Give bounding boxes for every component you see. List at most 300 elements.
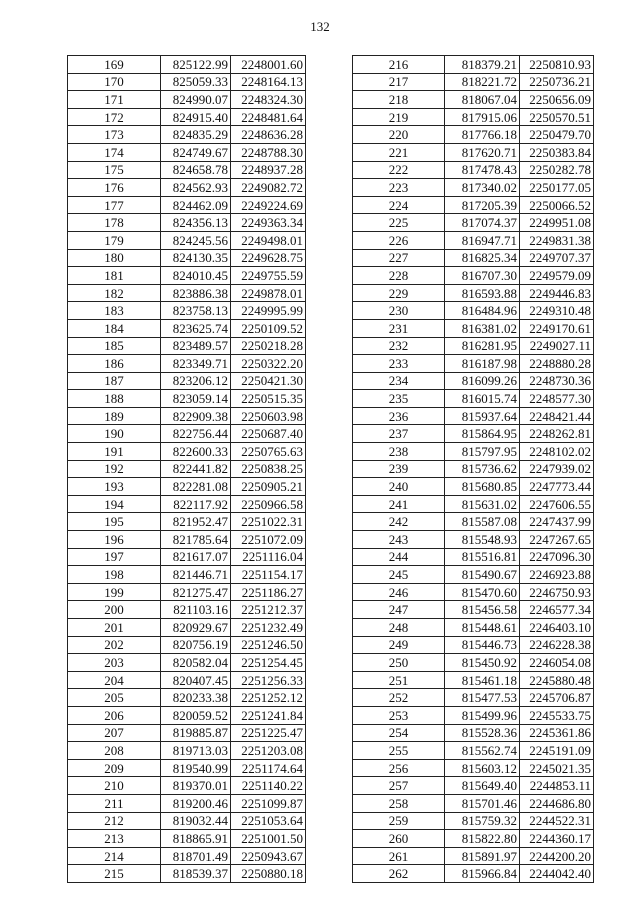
- point-number-cell: 202: [68, 636, 161, 654]
- point-number-cell: 232: [353, 337, 445, 355]
- x-coordinate-cell: 815631.02: [445, 495, 520, 513]
- point-number-cell: 182: [68, 284, 161, 302]
- x-coordinate-cell: 820582.04: [161, 654, 231, 672]
- y-coordinate-cell: 2244522.31: [520, 812, 594, 830]
- point-number-cell: 249: [353, 636, 445, 654]
- y-coordinate-cell: 2250880.18: [231, 865, 306, 883]
- x-coordinate-cell: 818221.72: [445, 73, 520, 91]
- y-coordinate-cell: 2250687.40: [231, 425, 306, 443]
- x-coordinate-cell: 815470.60: [445, 583, 520, 601]
- table-row: [68, 161, 306, 179]
- y-coordinate-cell: 2248102.02: [520, 443, 594, 461]
- x-coordinate-cell: 818379.21: [445, 56, 520, 74]
- point-number-cell: 172: [68, 108, 161, 126]
- x-coordinate-cell: 815736.62: [445, 460, 520, 478]
- table-row: [68, 777, 306, 795]
- point-number-cell: 218: [353, 91, 445, 109]
- x-coordinate-cell: 818539.37: [161, 865, 231, 883]
- x-coordinate-cell: 822441.82: [161, 460, 231, 478]
- point-number-cell: 216: [353, 56, 445, 74]
- x-coordinate-cell: 819032.44: [161, 812, 231, 830]
- x-coordinate-cell: 815461.18: [445, 671, 520, 689]
- point-number-cell: 198: [68, 566, 161, 584]
- table-row: [353, 179, 594, 197]
- x-coordinate-cell: 822281.08: [161, 478, 231, 496]
- y-coordinate-cell: 2245021.35: [520, 759, 594, 777]
- y-coordinate-cell: 2251256.33: [231, 671, 306, 689]
- y-coordinate-cell: 2248788.30: [231, 143, 306, 161]
- y-coordinate-cell: 2249707.37: [520, 249, 594, 267]
- point-number-cell: 192: [68, 460, 161, 478]
- y-coordinate-cell: 2244360.17: [520, 830, 594, 848]
- y-coordinate-cell: 2245880.48: [520, 671, 594, 689]
- y-coordinate-cell: 2250838.25: [231, 460, 306, 478]
- y-coordinate-cell: 2251186.27: [231, 583, 306, 601]
- x-coordinate-cell: 819713.03: [161, 742, 231, 760]
- table-row: [68, 214, 306, 232]
- point-number-cell: 208: [68, 742, 161, 760]
- point-number-cell: 251: [353, 671, 445, 689]
- table-row: [68, 460, 306, 478]
- y-coordinate-cell: 2244042.40: [520, 865, 594, 883]
- point-number-cell: 203: [68, 654, 161, 672]
- table-row: [353, 654, 594, 672]
- x-coordinate-cell: 824462.09: [161, 196, 231, 214]
- x-coordinate-cell: 815562.74: [445, 742, 520, 760]
- point-number-cell: 197: [68, 548, 161, 566]
- table-row: [353, 478, 594, 496]
- table-row: [353, 513, 594, 531]
- y-coordinate-cell: 2250810.93: [520, 56, 594, 74]
- table-row: [353, 337, 594, 355]
- y-coordinate-cell: 2250736.21: [520, 73, 594, 91]
- table-row: [353, 531, 594, 549]
- y-coordinate-cell: 2251246.50: [231, 636, 306, 654]
- point-number-cell: 243: [353, 531, 445, 549]
- x-coordinate-cell: 815701.46: [445, 794, 520, 812]
- y-coordinate-cell: 2251001.50: [231, 830, 306, 848]
- table-row: [68, 267, 306, 285]
- table-row: [353, 302, 594, 320]
- x-coordinate-cell: 817340.02: [445, 179, 520, 197]
- table-row: [353, 759, 594, 777]
- x-coordinate-cell: 816825.34: [445, 249, 520, 267]
- table-row: [353, 390, 594, 408]
- point-number-cell: 252: [353, 689, 445, 707]
- table-row: [68, 91, 306, 109]
- point-number-cell: 242: [353, 513, 445, 531]
- x-coordinate-cell: 815822.80: [445, 830, 520, 848]
- point-number-cell: 233: [353, 355, 445, 373]
- table-row: [353, 214, 594, 232]
- table-row: [68, 73, 306, 91]
- y-coordinate-cell: 2249310.48: [520, 302, 594, 320]
- y-coordinate-cell: 2246228.38: [520, 636, 594, 654]
- x-coordinate-cell: 824130.35: [161, 249, 231, 267]
- y-coordinate-cell: 2250066.52: [520, 196, 594, 214]
- x-coordinate-cell: 821617.07: [161, 548, 231, 566]
- y-coordinate-cell: 2248164.13: [231, 73, 306, 91]
- y-coordinate-cell: 2249027.11: [520, 337, 594, 355]
- point-number-cell: 217: [353, 73, 445, 91]
- x-coordinate-cell: 824835.29: [161, 126, 231, 144]
- table-row: [353, 249, 594, 267]
- y-coordinate-cell: 2248937.28: [231, 161, 306, 179]
- point-number-cell: 257: [353, 777, 445, 795]
- coordinates-table-left: [67, 55, 306, 883]
- table-row: [353, 812, 594, 830]
- y-coordinate-cell: 2251072.09: [231, 531, 306, 549]
- table-row: [68, 231, 306, 249]
- point-number-cell: 241: [353, 495, 445, 513]
- point-number-cell: 214: [68, 847, 161, 865]
- table-row: [68, 583, 306, 601]
- y-coordinate-cell: 2251254.45: [231, 654, 306, 672]
- x-coordinate-cell: 816947.71: [445, 231, 520, 249]
- y-coordinate-cell: 2249224.69: [231, 196, 306, 214]
- table-row: [353, 865, 594, 883]
- point-number-cell: 212: [68, 812, 161, 830]
- table-row: [353, 319, 594, 337]
- table-row: [353, 460, 594, 478]
- x-coordinate-cell: 815516.81: [445, 548, 520, 566]
- table-row: [353, 126, 594, 144]
- point-number-cell: 260: [353, 830, 445, 848]
- point-number-cell: 245: [353, 566, 445, 584]
- table-row: [353, 724, 594, 742]
- x-coordinate-cell: 816099.26: [445, 372, 520, 390]
- x-coordinate-cell: 824749.67: [161, 143, 231, 161]
- table-row: [353, 443, 594, 461]
- y-coordinate-cell: 2250515.35: [231, 390, 306, 408]
- x-coordinate-cell: 815448.61: [445, 619, 520, 637]
- point-number-cell: 188: [68, 390, 161, 408]
- table-row: [68, 249, 306, 267]
- table-row: [68, 566, 306, 584]
- x-coordinate-cell: 815446.73: [445, 636, 520, 654]
- x-coordinate-cell: 816593.88: [445, 284, 520, 302]
- table-row: [68, 108, 306, 126]
- y-coordinate-cell: 2249446.83: [520, 284, 594, 302]
- table-row: [353, 355, 594, 373]
- x-coordinate-cell: 823206.12: [161, 372, 231, 390]
- x-coordinate-cell: 825122.99: [161, 56, 231, 74]
- y-coordinate-cell: 2251022.31: [231, 513, 306, 531]
- table-row: [353, 583, 594, 601]
- x-coordinate-cell: 816707.30: [445, 267, 520, 285]
- y-coordinate-cell: 2248577.30: [520, 390, 594, 408]
- y-coordinate-cell: 2244200.20: [520, 847, 594, 865]
- table-row: [68, 284, 306, 302]
- point-number-cell: 199: [68, 583, 161, 601]
- table-row: [353, 196, 594, 214]
- y-coordinate-cell: 2249498.01: [231, 231, 306, 249]
- point-number-cell: 209: [68, 759, 161, 777]
- point-number-cell: 205: [68, 689, 161, 707]
- table-row: [68, 671, 306, 689]
- x-coordinate-cell: 822756.44: [161, 425, 231, 443]
- point-number-cell: 262: [353, 865, 445, 883]
- point-number-cell: 187: [68, 372, 161, 390]
- y-coordinate-cell: 2249878.01: [231, 284, 306, 302]
- x-coordinate-cell: 815937.64: [445, 407, 520, 425]
- point-number-cell: 219: [353, 108, 445, 126]
- point-number-cell: 191: [68, 443, 161, 461]
- x-coordinate-cell: 816015.74: [445, 390, 520, 408]
- x-coordinate-cell: 820756.19: [161, 636, 231, 654]
- x-coordinate-cell: 821275.47: [161, 583, 231, 601]
- point-number-cell: 184: [68, 319, 161, 337]
- table-row: [353, 706, 594, 724]
- y-coordinate-cell: 2250218.28: [231, 337, 306, 355]
- table-row: [353, 425, 594, 443]
- y-coordinate-cell: 2251252.12: [231, 689, 306, 707]
- y-coordinate-cell: 2247939.02: [520, 460, 594, 478]
- y-coordinate-cell: 2246577.34: [520, 601, 594, 619]
- y-coordinate-cell: 2251232.49: [231, 619, 306, 637]
- y-coordinate-cell: 2251203.08: [231, 742, 306, 760]
- point-number-cell: 204: [68, 671, 161, 689]
- x-coordinate-cell: 815528.36: [445, 724, 520, 742]
- y-coordinate-cell: 2247606.55: [520, 495, 594, 513]
- y-coordinate-cell: 2248324.30: [231, 91, 306, 109]
- y-coordinate-cell: 2247437.99: [520, 513, 594, 531]
- point-number-cell: 194: [68, 495, 161, 513]
- point-number-cell: 215: [68, 865, 161, 883]
- x-coordinate-cell: 817915.06: [445, 108, 520, 126]
- point-number-cell: 229: [353, 284, 445, 302]
- x-coordinate-cell: 819370.01: [161, 777, 231, 795]
- table-row: [68, 196, 306, 214]
- point-number-cell: 234: [353, 372, 445, 390]
- table-row: [68, 742, 306, 760]
- point-number-cell: 226: [353, 231, 445, 249]
- x-coordinate-cell: 815966.84: [445, 865, 520, 883]
- y-coordinate-cell: 2250765.63: [231, 443, 306, 461]
- table-row: [68, 812, 306, 830]
- point-number-cell: 235: [353, 390, 445, 408]
- point-number-cell: 224: [353, 196, 445, 214]
- table-row: [68, 372, 306, 390]
- point-number-cell: 201: [68, 619, 161, 637]
- x-coordinate-cell: 818865.91: [161, 830, 231, 848]
- table-row: [353, 231, 594, 249]
- x-coordinate-cell: 822909.38: [161, 407, 231, 425]
- y-coordinate-cell: 2246403.10: [520, 619, 594, 637]
- point-number-cell: 227: [353, 249, 445, 267]
- x-coordinate-cell: 816484.96: [445, 302, 520, 320]
- point-number-cell: 180: [68, 249, 161, 267]
- y-coordinate-cell: 2247267.65: [520, 531, 594, 549]
- y-coordinate-cell: 2250109.52: [231, 319, 306, 337]
- point-number-cell: 239: [353, 460, 445, 478]
- y-coordinate-cell: 2244686.80: [520, 794, 594, 812]
- y-coordinate-cell: 2251174.64: [231, 759, 306, 777]
- x-coordinate-cell: 820407.45: [161, 671, 231, 689]
- x-coordinate-cell: 815456.58: [445, 601, 520, 619]
- point-number-cell: 250: [353, 654, 445, 672]
- x-coordinate-cell: 823059.14: [161, 390, 231, 408]
- point-number-cell: 244: [353, 548, 445, 566]
- point-number-cell: 186: [68, 355, 161, 373]
- y-coordinate-cell: 2248636.28: [231, 126, 306, 144]
- table-row: [353, 619, 594, 637]
- point-number-cell: 169: [68, 56, 161, 74]
- x-coordinate-cell: 820233.38: [161, 689, 231, 707]
- table-row: [353, 671, 594, 689]
- table-row: [68, 179, 306, 197]
- table-row: [68, 302, 306, 320]
- x-coordinate-cell: 821446.71: [161, 566, 231, 584]
- table-row: [68, 619, 306, 637]
- table-row: [353, 143, 594, 161]
- point-number-cell: 174: [68, 143, 161, 161]
- point-number-cell: 170: [68, 73, 161, 91]
- x-coordinate-cell: 821952.47: [161, 513, 231, 531]
- y-coordinate-cell: 2251053.64: [231, 812, 306, 830]
- point-number-cell: 259: [353, 812, 445, 830]
- y-coordinate-cell: 2248481.64: [231, 108, 306, 126]
- table-row: [353, 407, 594, 425]
- table-row: [68, 830, 306, 848]
- table-row: [353, 689, 594, 707]
- point-number-cell: 179: [68, 231, 161, 249]
- point-number-cell: 193: [68, 478, 161, 496]
- point-number-cell: 261: [353, 847, 445, 865]
- x-coordinate-cell: 816281.95: [445, 337, 520, 355]
- table-row: [353, 161, 594, 179]
- table-row: [353, 794, 594, 812]
- coordinates-table-right: [352, 55, 594, 883]
- table-row: [68, 759, 306, 777]
- table-row: [68, 706, 306, 724]
- x-coordinate-cell: 820929.67: [161, 619, 231, 637]
- point-number-cell: 225: [353, 214, 445, 232]
- y-coordinate-cell: 2251140.22: [231, 777, 306, 795]
- table-row: [68, 319, 306, 337]
- table-row: [68, 337, 306, 355]
- y-coordinate-cell: 2247773.44: [520, 478, 594, 496]
- y-coordinate-cell: 2246054.08: [520, 654, 594, 672]
- point-number-cell: 256: [353, 759, 445, 777]
- y-coordinate-cell: 2245706.87: [520, 689, 594, 707]
- y-coordinate-cell: 2249628.75: [231, 249, 306, 267]
- table-row: [353, 267, 594, 285]
- table-row: [68, 143, 306, 161]
- point-number-cell: 213: [68, 830, 161, 848]
- x-coordinate-cell: 823625.74: [161, 319, 231, 337]
- point-number-cell: 253: [353, 706, 445, 724]
- point-number-cell: 195: [68, 513, 161, 531]
- y-coordinate-cell: 2250570.51: [520, 108, 594, 126]
- y-coordinate-cell: 2250656.09: [520, 91, 594, 109]
- point-number-cell: 238: [353, 443, 445, 461]
- y-coordinate-cell: 2251154.17: [231, 566, 306, 584]
- table-row: [68, 355, 306, 373]
- y-coordinate-cell: 2250966.58: [231, 495, 306, 513]
- table-row: [353, 777, 594, 795]
- table-row: [353, 847, 594, 865]
- y-coordinate-cell: 2249082.72: [231, 179, 306, 197]
- y-coordinate-cell: 2244853.11: [520, 777, 594, 795]
- y-coordinate-cell: 2250479.70: [520, 126, 594, 144]
- x-coordinate-cell: 823349.71: [161, 355, 231, 373]
- table-row: [68, 495, 306, 513]
- x-coordinate-cell: 823489.57: [161, 337, 231, 355]
- table-row: [68, 724, 306, 742]
- y-coordinate-cell: 2248730.36: [520, 372, 594, 390]
- table-row: [353, 495, 594, 513]
- x-coordinate-cell: 821103.16: [161, 601, 231, 619]
- point-number-cell: 211: [68, 794, 161, 812]
- y-coordinate-cell: 2249951.08: [520, 214, 594, 232]
- table-row: [353, 56, 594, 74]
- y-coordinate-cell: 2250421.30: [231, 372, 306, 390]
- y-coordinate-cell: 2250383.84: [520, 143, 594, 161]
- table-row: [353, 73, 594, 91]
- y-coordinate-cell: 2245533.75: [520, 706, 594, 724]
- point-number-cell: 247: [353, 601, 445, 619]
- y-coordinate-cell: 2249755.59: [231, 267, 306, 285]
- table-row: [353, 284, 594, 302]
- point-number-cell: 200: [68, 601, 161, 619]
- point-number-cell: 237: [353, 425, 445, 443]
- y-coordinate-cell: 2251212.37: [231, 601, 306, 619]
- y-coordinate-cell: 2246750.93: [520, 583, 594, 601]
- x-coordinate-cell: 817478.43: [445, 161, 520, 179]
- point-number-cell: 181: [68, 267, 161, 285]
- point-number-cell: 210: [68, 777, 161, 795]
- x-coordinate-cell: 815450.92: [445, 654, 520, 672]
- x-coordinate-cell: 816381.02: [445, 319, 520, 337]
- table-row: [353, 566, 594, 584]
- point-number-cell: 246: [353, 583, 445, 601]
- x-coordinate-cell: 824990.07: [161, 91, 231, 109]
- table-row: [68, 601, 306, 619]
- y-coordinate-cell: 2250322.20: [231, 355, 306, 373]
- y-coordinate-cell: 2251225.47: [231, 724, 306, 742]
- table-row: [68, 689, 306, 707]
- x-coordinate-cell: 817766.18: [445, 126, 520, 144]
- point-number-cell: 258: [353, 794, 445, 812]
- point-number-cell: 248: [353, 619, 445, 637]
- x-coordinate-cell: 824915.40: [161, 108, 231, 126]
- point-number-cell: 178: [68, 214, 161, 232]
- table-row: [353, 548, 594, 566]
- x-coordinate-cell: 817620.71: [445, 143, 520, 161]
- x-coordinate-cell: 816187.98: [445, 355, 520, 373]
- x-coordinate-cell: 815649.40: [445, 777, 520, 795]
- point-number-cell: 228: [353, 267, 445, 285]
- x-coordinate-cell: 815603.12: [445, 759, 520, 777]
- x-coordinate-cell: 820059.52: [161, 706, 231, 724]
- y-coordinate-cell: 2248262.81: [520, 425, 594, 443]
- x-coordinate-cell: 821785.64: [161, 531, 231, 549]
- x-coordinate-cell: 815864.95: [445, 425, 520, 443]
- x-coordinate-cell: 815548.93: [445, 531, 520, 549]
- point-number-cell: 206: [68, 706, 161, 724]
- y-coordinate-cell: 2247096.30: [520, 548, 594, 566]
- table-row: [353, 601, 594, 619]
- point-number-cell: 220: [353, 126, 445, 144]
- y-coordinate-cell: 2249995.99: [231, 302, 306, 320]
- y-coordinate-cell: 2249831.38: [520, 231, 594, 249]
- point-number-cell: 231: [353, 319, 445, 337]
- table-row: [68, 478, 306, 496]
- table-row: [353, 108, 594, 126]
- x-coordinate-cell: 817205.39: [445, 196, 520, 214]
- point-number-cell: 173: [68, 126, 161, 144]
